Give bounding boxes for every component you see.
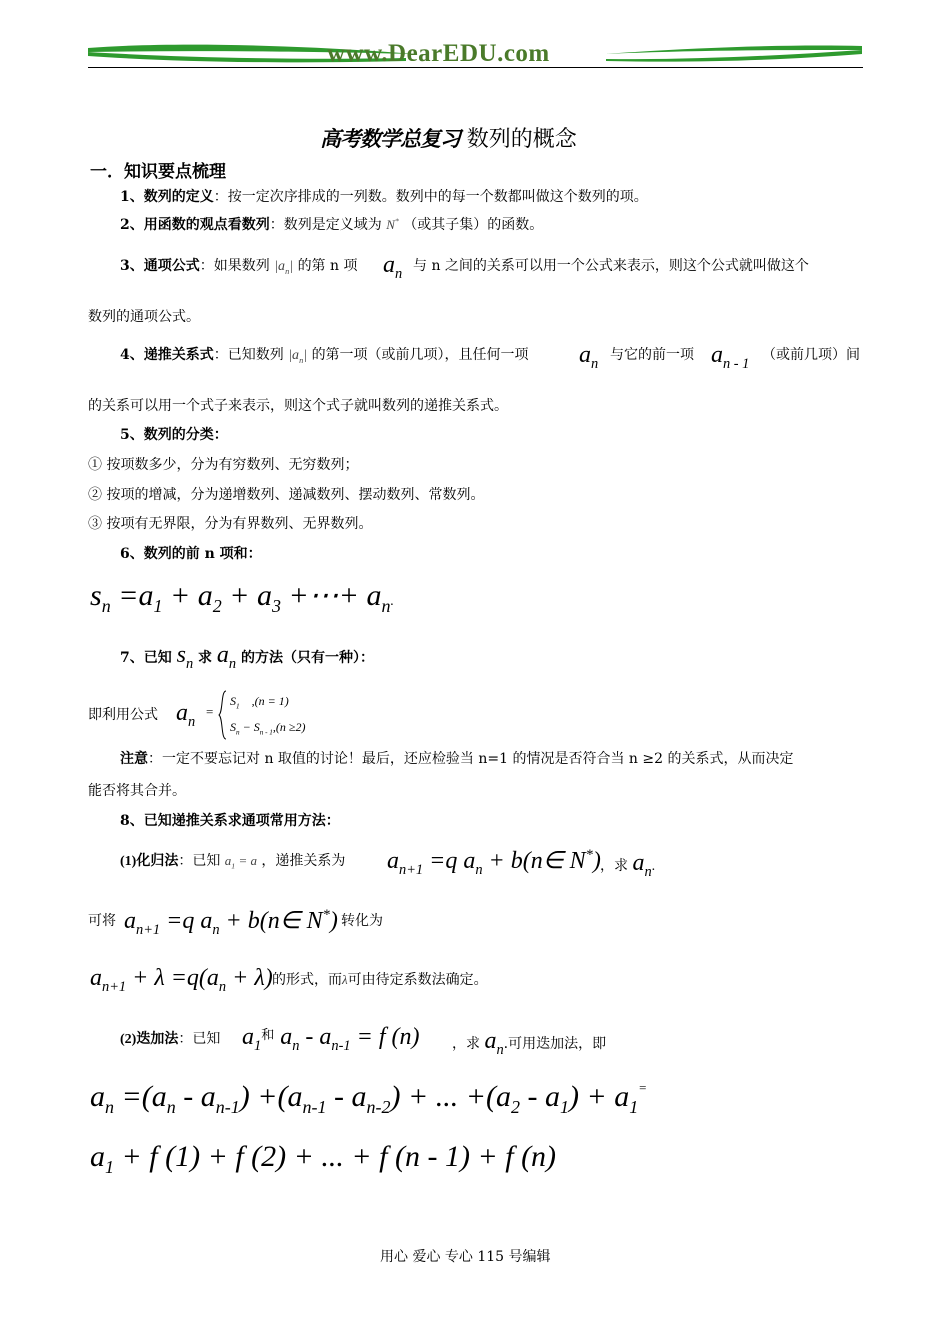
page-title: 高考数学总复习 数列的概念 — [320, 126, 577, 152]
item-3-tail: 数列的通项公式。 — [88, 309, 200, 325]
case-2: $S_n - S_{n - 1},(n \ge 2)$ — [230, 720, 306, 737]
item-4-end: （或前几项）间 — [762, 347, 860, 363]
list-item: ② 按项的增减，分为递增数列、递减数列、摆动数列、常数列。 — [88, 487, 485, 503]
brace-icon — [218, 690, 228, 740]
item-4: 4、递推关系式：已知数列 $|a_n|$ 的第一项（或前几项），且任何一项 — [120, 347, 529, 365]
list-item: ① 按项数多少，分为有穷数列、无穷数列； — [88, 457, 359, 473]
item-8: 8、已知递推关系求通项常用方法： — [120, 813, 340, 829]
formula-lambda-form: $a_{n+1} + \lambda =q(a_n + \lambda)$ — [90, 965, 273, 995]
convert-line: 可将 — [88, 913, 116, 929]
seq-an-braces: $|a_n|$ — [274, 259, 294, 276]
seq-an-braces: $|a_n|$ — [288, 348, 308, 365]
item-7: 7、已知 $s_n$ 求 $a_n$ 的方法（只有一种）： — [120, 642, 374, 672]
item-2: 2、用函数的观点看数列：数列是定义域为 N* （或其子集）的函数。 — [120, 216, 544, 233]
item-3-cont: 与 n 之间的关系可以用一个公式来表示，则这个公式就叫做这个 — [413, 258, 809, 274]
case-1: $S_1$ ,(n = 1) — [230, 694, 289, 711]
formula-diff: $a_1^和$ $a_n - a_{n-1} = f$ (n) — [242, 1024, 420, 1054]
item-3: 3、通项公式：如果数列 $|a_n|$ 的第 n 项 — [120, 258, 358, 276]
note-tail: 能否将其合并。 — [88, 783, 186, 799]
formula-telescoping-result: $a_1 + f$ (1) + f (2) + ... + f (n - 1) + f (n) — [90, 1140, 557, 1177]
formula-an-minus-1: $a_{n - 1}$ — [711, 342, 750, 372]
item-4-tail: 的关系可以用一个式子来表示，则这个式子就叫数列的递推关系式。 — [88, 398, 508, 414]
footer-text: 用心 爱心 专心 115 号编辑 — [380, 1249, 551, 1265]
list-item: ③ 按项有无界限，分为有界数列、无界数列。 — [88, 516, 373, 532]
formula-an: $a_n$ — [383, 252, 403, 282]
formula-an-piecewise: $a_n$ — [176, 700, 196, 730]
formula-telescoping: $a_n =(a_n - a_{n-1}) +(a_{n-1} - a_{n-2})$ + ... $+(a_2 - a_1) + a_1^=$ — [90, 1080, 648, 1117]
item-5: 5、数列的分类： — [120, 427, 228, 443]
formula-an: $a_n$ — [579, 342, 599, 372]
header-rule — [88, 67, 863, 68]
formula-recurrence: $a_{n+1} =q$ $a_n$ + b(n∈ N*) — [387, 847, 601, 878]
note: 注意：一定不要忘记对 n 取值的讨论！最后，还应检验当 n=1 的情况是否符合当 n ≥2 的关系式，从而决定 — [120, 751, 794, 767]
formula-recurrence: $a_{n+1} =q$ $a_n$ + b(n∈ N*) — [124, 907, 338, 938]
use-formula-label: 即利用公式 — [88, 707, 158, 723]
formula-sum: $s_n =a_1 + a_2 + a_3$ +⋯+ $a_n$. — [90, 579, 394, 616]
item-1: 1、数列的定义：按一定次序排成的一列数。数列中的每一个数都叫做这个数列的项。 — [120, 189, 648, 205]
site-logo: www.DearEDU.com — [327, 40, 550, 67]
method-2: (2)迭加法：已知 — [120, 1031, 221, 1047]
n-star-symbol: N* — [386, 216, 399, 232]
item-6: 6、数列的前 n 项和： — [120, 546, 262, 562]
section-heading: 一．知识要点梳理 — [90, 162, 226, 182]
item-4-mid: 与它的前一项 — [610, 347, 694, 363]
method-1: (1)化归法：已知 $a_1 = a$ ，递推关系为 — [120, 853, 346, 871]
